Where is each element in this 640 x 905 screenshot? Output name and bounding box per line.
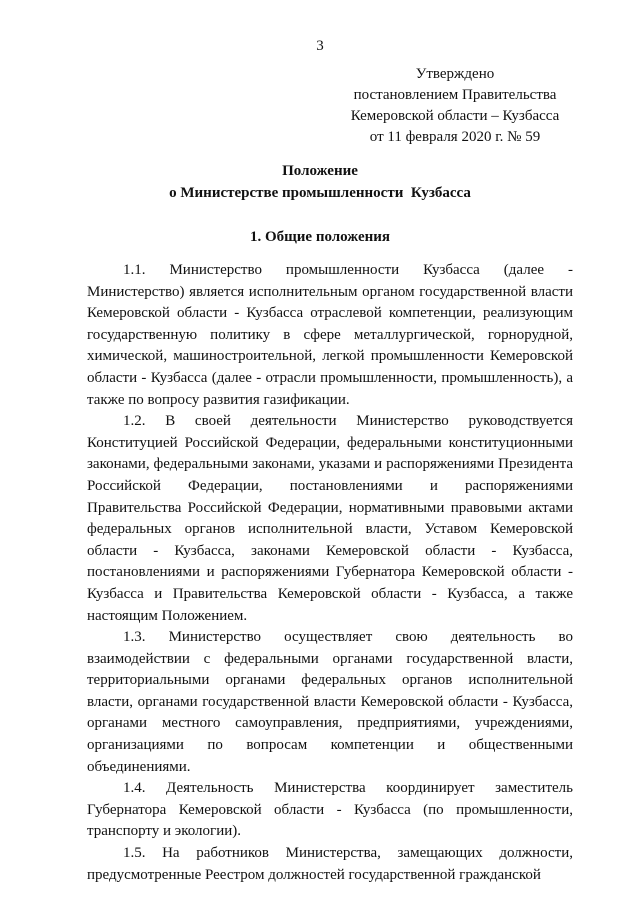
approval-line: постановлением Правительства — [353, 87, 557, 103]
approval-stamp — [330, 64, 580, 148]
approval-line: от 11 февраля 2020 г. № 59 — [369, 129, 541, 145]
document-body — [87, 260, 573, 886]
paragraph: 1.4. Деятельность Министерства координирует заместитель Губернатора Кемеровской области - Кузбасса (по промышленности, транспорту и экологии). — [87, 780, 573, 840]
document-subtitle-line: о Министерстве промышленности Кузбасса — [169, 185, 471, 201]
document-title-line: Положение — [282, 163, 358, 179]
paragraph: 1.2. В своей деятельности Министерство руководствуется Конституцией Российской Федерации, федеральными конституционными законами, федеральными законами, указами и распоряжениями Президента Российской Федерации, постановлениями и распоряжениями Правительства Российской Федерации, нормативными правовыми актами федеральных органов исполнительной власти, Уставом Кемеровской области - Кузбасса, законами Кемеровской области - Кузбасса, постановлениями и распоряжениями Губернатора Кемеровской области - Кузбасса и Правительства Кемеровской области - Кузбасса, а также настоящим Положением. — [87, 413, 573, 624]
paragraph: 1.1. Министерство промышленности Кузбасса (далее - Министерство) является исполнительным органом государственной власти Кемеровской области - Кузбасса отраслевой компетенции, реализующим государственную политику в сфере металлургической, горнорудной, химической, машиностроительной, легкой промышленности Кемеровской области - Кузбасса (далее - отрасли промышленности, промышленность), а также по вопросу развития газификации. — [87, 262, 573, 408]
approval-line: Утверждено — [415, 66, 495, 82]
paragraph: 1.3. Министерство осуществляет свою деятельность во взаимодействии с федеральными органами государственной власти, территориальными органами федеральных органов исполнительной власти, органами государственной власти Кемеровской области - Кузбасса, органами местного самоуправления, предприятиями, учреждениями, организациями по вопросам компетенции и общественными объединениями. — [87, 629, 573, 775]
document-title — [0, 160, 640, 204]
approval-line: Кемеровской области – Кузбасса — [350, 108, 560, 124]
section-heading: 1. Общие положения — [249, 229, 391, 245]
page-number: 3 — [316, 38, 324, 54]
paragraph: 1.5. На работников Министерства, замещающих должности, предусмотренные Реестром должностей государственной гражданской — [87, 845, 573, 883]
